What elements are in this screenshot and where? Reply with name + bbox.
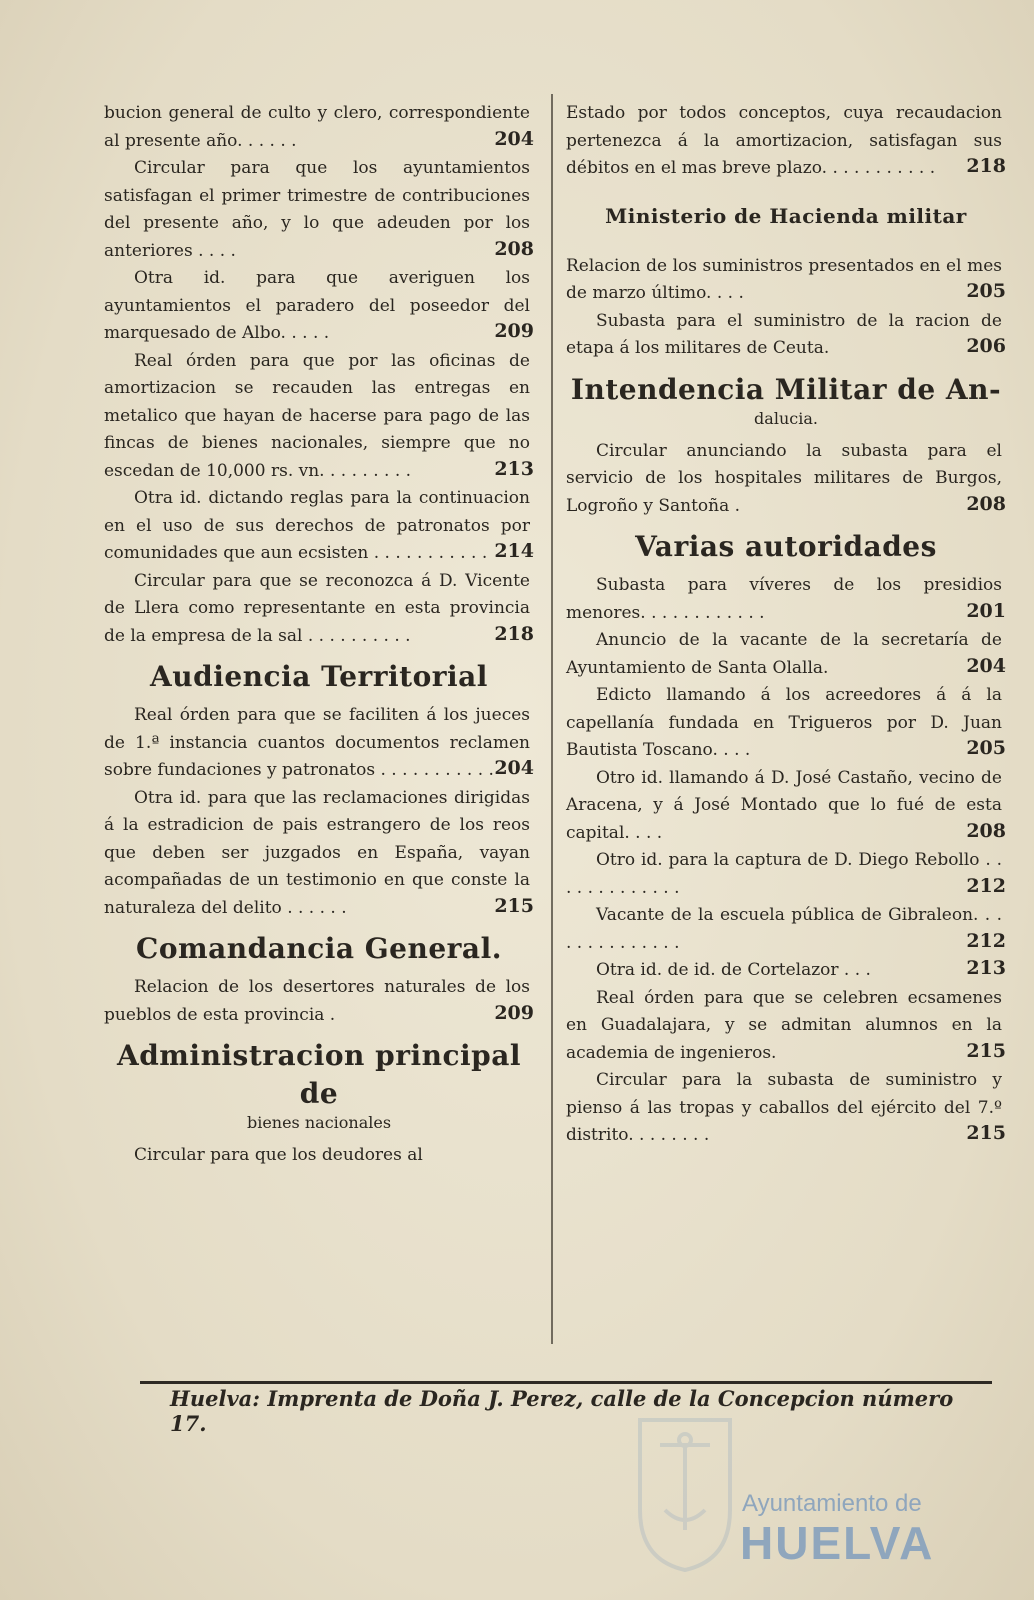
entry-text: bucion general de culto y clero, correspondiente al presente año. . . . . . — [104, 103, 530, 151]
section-heading: Comandancia General. — [136, 932, 502, 965]
page-number: 204 — [494, 757, 534, 779]
column-divider — [551, 94, 553, 1344]
entry-text: Real órden para que se faciliten á los jueces de 1.ª instancia cuantos documentos reclamen sobre fundaciones y patronatos . . . . . . . . . . . — [104, 705, 530, 780]
footer-rule — [140, 1381, 992, 1384]
section-subheading: bienes nacionales — [246, 1113, 392, 1132]
entry-text: Real órden para que por las oficinas de amortizacion se recauden las entregas en metalico que hayan de hacerse para pago de las fincas de bienes nacionales, siempre que no escedan de 10,000 rs. vn. . . . . . . . . — [104, 350, 530, 481]
entry-text: Circular anunciando la subasta para el servicio de los hospitales militares de Burgos, Logroño y Santoña . — [566, 440, 1002, 516]
page-number: 204 — [494, 127, 534, 150]
entry-text: Otro id. para la captura de D. Diego Rebollo . . . . . . . . . . . . . — [566, 850, 1002, 898]
index-entry — [104, 485, 534, 568]
page-number: 215 — [966, 1122, 1006, 1144]
page-number: 209 — [494, 1001, 534, 1024]
page-number: 208 — [966, 492, 1006, 515]
entry-text: Circular para que los ayuntamientos satisfagan el primer trimestre de contribuciones del presente año, y lo que adeuden por los anteriores . . . . — [104, 158, 530, 261]
entry-text: Otra id. para que las reclamaciones dirigidas á la estradicion de pais estrangero de los reos que deben ser juzgados en España, vayan acompañadas de un testimonio en que conste la naturaleza del delito . . . . . . — [104, 787, 530, 918]
section-heading: Intendencia Militar de An- — [570, 372, 1002, 406]
page-number: 212 — [966, 874, 1006, 897]
entry-text: Circular para que se reconozca á D. Vicente de Llera como representante en esta provincia de la empresa de la sal . . . . . . . . . . — [104, 570, 530, 646]
index-entry — [104, 568, 534, 651]
entry-text: Edicto llamando á los acreedores á á la capellanía fundada en Trigueros por D. Juan Bautista Toscano. . . . — [566, 685, 1002, 760]
page-number: 208 — [966, 819, 1006, 842]
index-entry — [566, 1067, 1006, 1150]
index-entry — [566, 847, 1006, 902]
index-entry — [104, 974, 534, 1029]
index-entry — [566, 438, 1006, 521]
section-heading: Varias autoridades — [635, 530, 937, 563]
index-entry — [104, 348, 534, 486]
entry-text: Vacante de la escuela pública de Gibraleon. . . . . . . . . . . . . . — [566, 905, 1002, 953]
page-number: 206 — [966, 335, 1006, 357]
page-number: 213 — [966, 957, 1006, 979]
watermark-line1: Ayuntamiento de — [742, 1490, 922, 1517]
page-number: 214 — [494, 540, 534, 562]
page-number: 205 — [966, 737, 1006, 759]
page-number: 208 — [494, 237, 534, 260]
index-entry — [566, 308, 1006, 363]
index-entry — [566, 985, 1006, 1068]
index-entry — [566, 682, 1006, 765]
index-entry — [566, 572, 1006, 627]
entry-text: Anuncio de la vacante de la secretaría de Ayuntamiento de Santa Olalla. — [566, 630, 1002, 678]
entry-text: Relacion de los suministros presentados en el mes de marzo último. . . . — [566, 255, 1002, 303]
entry-text: Otra id. de id. de Cortelazor . . . — [596, 960, 871, 980]
index-entry — [104, 265, 534, 348]
page-number: 212 — [966, 929, 1006, 952]
right-column — [566, 100, 1006, 1150]
left-column — [104, 100, 534, 1170]
index-entry — [104, 1142, 534, 1170]
entry-text: Estado por todos conceptos, cuya recaudacion pertenezca á la amortizacion, satisfagan sus débitos en el mas breve plazo. . . . . . . . . . . — [566, 103, 1002, 178]
section-heading: Audiencia Territorial — [150, 660, 488, 693]
index-entry — [566, 765, 1006, 848]
page-number: 215 — [966, 1039, 1006, 1062]
index-entry — [104, 702, 534, 785]
page-number: 204 — [966, 654, 1006, 677]
entry-text: Subasta para víveres de los presidios menores. . . . . . . . . . . . — [566, 575, 1002, 623]
entry-text: Real órden para que se celebren ecsamenes en Guadalajara, y se admitan alumnos en la academia de ingenieros. — [566, 987, 1002, 1063]
page-number: 218 — [494, 622, 534, 645]
page-number: 213 — [494, 457, 534, 480]
entry-text: Circular para que los deudores al — [134, 1145, 423, 1165]
index-entry — [566, 253, 1006, 308]
watermark-line2: HUELVA — [740, 1517, 935, 1569]
entry-text: Subasta para el suministro de la racion de etapa á los militares de Ceuta. — [566, 310, 1002, 358]
index-entry — [104, 100, 534, 155]
index-entry — [566, 627, 1006, 682]
printer-imprint: Huelva: Imprenta de Doña J. Perez, calle de la Concepcion número 17. — [170, 1386, 954, 1436]
entry-text: Circular para la subasta de suministro y pienso á las tropas y caballos del ejército del 7.º distrito. . . . . . . . — [566, 1070, 1002, 1145]
page-number: 218 — [966, 155, 1006, 177]
index-entry — [104, 785, 534, 923]
entry-text: Relacion de los desertores naturales de los pueblos de esta provincia . — [104, 977, 530, 1025]
section-subheading: dalucia. — [754, 408, 818, 428]
section-heading: Ministerio de Hacienda militar — [605, 203, 967, 228]
page-number: 205 — [966, 280, 1006, 302]
page-number: 215 — [494, 894, 534, 917]
section-heading: Administracion principal de — [117, 1039, 521, 1110]
page-number: 201 — [966, 599, 1006, 622]
entry-text: Otra id. dictando reglas para la continuacion en el uso de sus derechos de patronatos por comunidades que aun ecsisten . . . . . . . . . . . — [104, 488, 530, 563]
entry-text: Otro id. llamando á D. José Castaño, vecino de Aracena, y á José Montado que lo fué de esta capital. . . . — [566, 767, 1002, 843]
index-entry — [104, 155, 534, 265]
index-entry — [566, 957, 1006, 985]
index-entry — [566, 902, 1006, 957]
index-entry — [566, 100, 1006, 183]
entry-text: Otra id. para que averiguen los ayuntamientos el paradero del poseedor del marquesado de Albo. . . . . — [104, 268, 530, 343]
page-number: 209 — [494, 320, 534, 342]
